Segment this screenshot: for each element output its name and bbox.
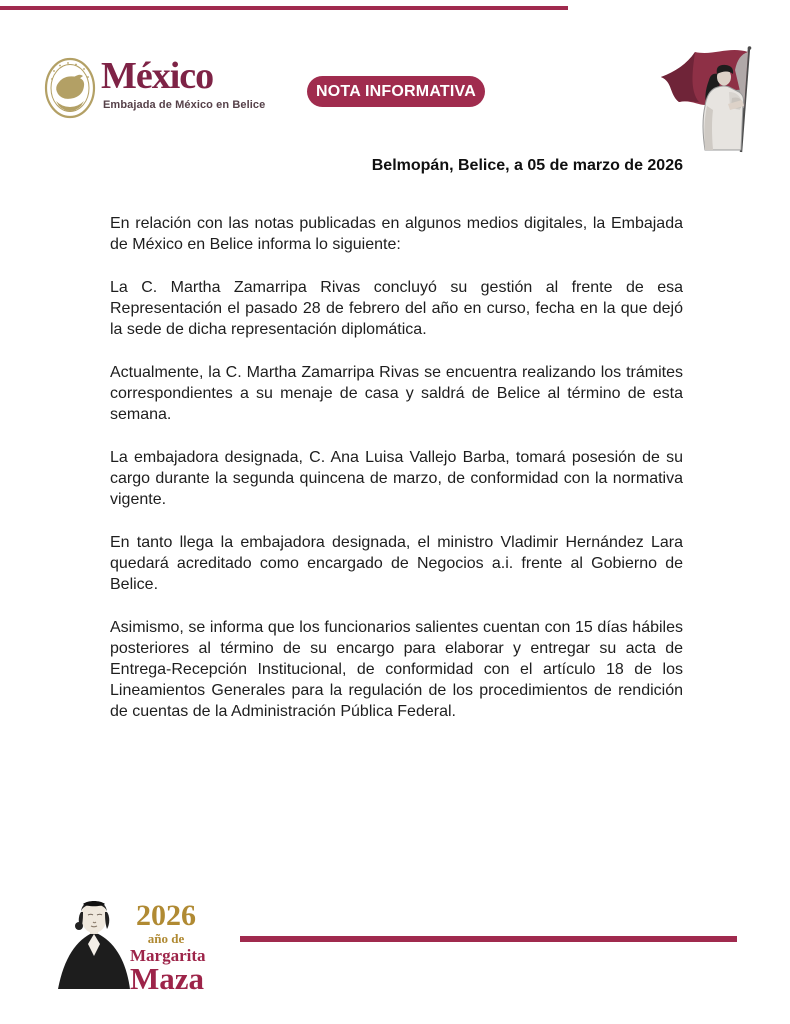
- woman-with-flag-illustration: [649, 44, 765, 161]
- body-paragraph: En tanto llega la embajadora designada, el ministro Vladimir Hernández Lara quedará acreditado como encargado de Negocios a.i. frente al Gobierno de Belice.: [110, 534, 683, 593]
- mexico-coat-of-arms-icon: [44, 57, 96, 124]
- body-paragraph: La embajadora designada, C. Ana Luisa Vallejo Barba, tomará posesión de su cargo durante la segunda quincena de marzo, de conformidad con la normativa vigente.: [110, 449, 683, 508]
- footer-anio-de: año de: [147, 931, 185, 946]
- body-paragraph: La C. Martha Zamarripa Rivas concluyó su gestión al frente de esa Representación el pasado 28 de febrero del año en curso, fecha en la que dejó la sede de dicha representación diplomática.: [110, 279, 683, 338]
- embassy-name: Embajada de México en Belice: [103, 99, 266, 111]
- document-body: [110, 213, 683, 744]
- margarita-maza-portrait-icon: [52, 896, 136, 995]
- footer-caption: [130, 899, 206, 996]
- badge-label: NOTA INFORMATIVA: [316, 82, 476, 100]
- body-paragraph: En relación con las notas publicadas en algunos medios digitales, la Embajada de México en Belice informa lo siguiente:: [110, 215, 683, 253]
- body-paragraph: Asimismo, se informa que los funcionarios salientes cuentan con 15 días hábiles posteriores al término de su encargo para elaborar y entregar su acta de Entrega-Recepción Institucional, de conformidad con el artículo 18 de los Lineamientos Generales para la regulación de los procedimientos de rendición de cuentas de la Administración Pública Federal.: [110, 619, 683, 720]
- body-paragraph: Actualmente, la C. Martha Zamarripa Rivas se encuentra realizando los trámites correspondientes a su menaje de casa y saldrá de Belice al término de esta semana.: [110, 364, 683, 423]
- footer-year: 2026: [136, 899, 196, 932]
- mexico-wordmark: México: [101, 55, 214, 97]
- top-accent-line: [0, 6, 568, 10]
- footer-margarita: Margarita: [130, 946, 206, 965]
- bottom-accent-line: [240, 936, 737, 942]
- nota-informativa-badge: [307, 76, 485, 107]
- dateline: Belmopán, Belice, a 05 de marzo de 2026: [371, 157, 683, 174]
- footer-maza: Maza: [130, 961, 205, 996]
